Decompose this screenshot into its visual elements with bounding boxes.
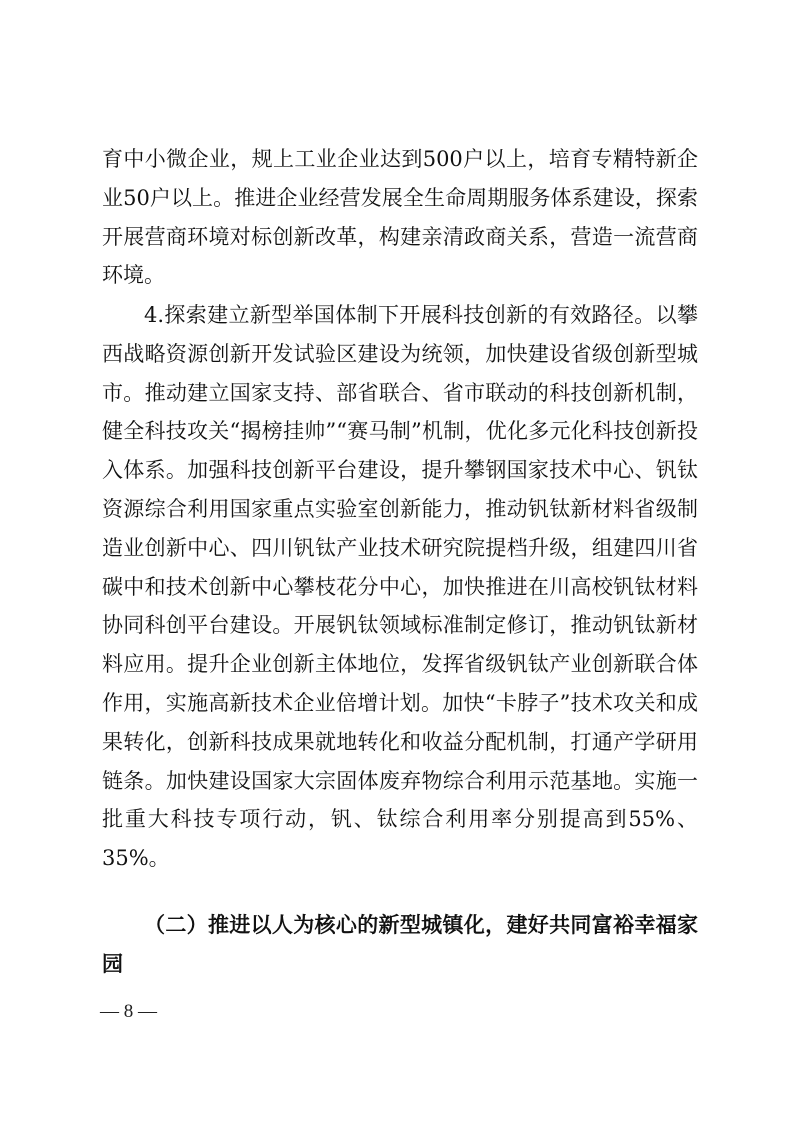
page-number: — 8 — bbox=[100, 1001, 157, 1022]
section-heading: （二）推进以人为核心的新型城镇化，建好共同富裕幸福家园 bbox=[102, 913, 698, 976]
paragraph-continuation: 育中小微企业，规上工业企业达到500户以上，培育专精特新企业50户以上。推进企业经营发展全生命周期服务体系建设，探索开展营商环境对标创新改革，构建亲清政商关系，营造一流营商环境。 bbox=[102, 147, 698, 288]
paragraph-item-4: 4.探索建立新型举国体制下开展科技创新的有效路径。以攀西战略资源创新开发试验区建设为统领，加快建设省级创新型城市。推动建立国家支持、部省联合、省市联动的科技创新机制，健全科技攻关“揭榜挂帅”“赛马制”机制，优化多元化科技创新投入体系。加强科技创新平台建设，提升攀钢国家技术中心、钒钛资源综合利用国家重点实验室创新能力，推动钒钛新材料省级制造业创新中心、四川钒钛产业技术研究院提档升级，组建四川省碳中和技术创新中心攀枝花分中心，加快推进在川高校钒钛材料协同科创平台建设。开展钒钛领域标准制定修订，推动钒钛新材料应用。提升企业创新主体地位，发挥省级钒钛产业创新联合体作用，实施高新技术企业倍增计划。加快“卡脖子”技术攻关和成果转化，创新科技成果就地转化和收益分配机制，打通产学研用链条。加快建设国家大宗固体废弃物综合利用示范基地。实施一批重大科技专项行动，钒、钛综合利用率分别提高到55%、35%。 bbox=[102, 303, 698, 871]
